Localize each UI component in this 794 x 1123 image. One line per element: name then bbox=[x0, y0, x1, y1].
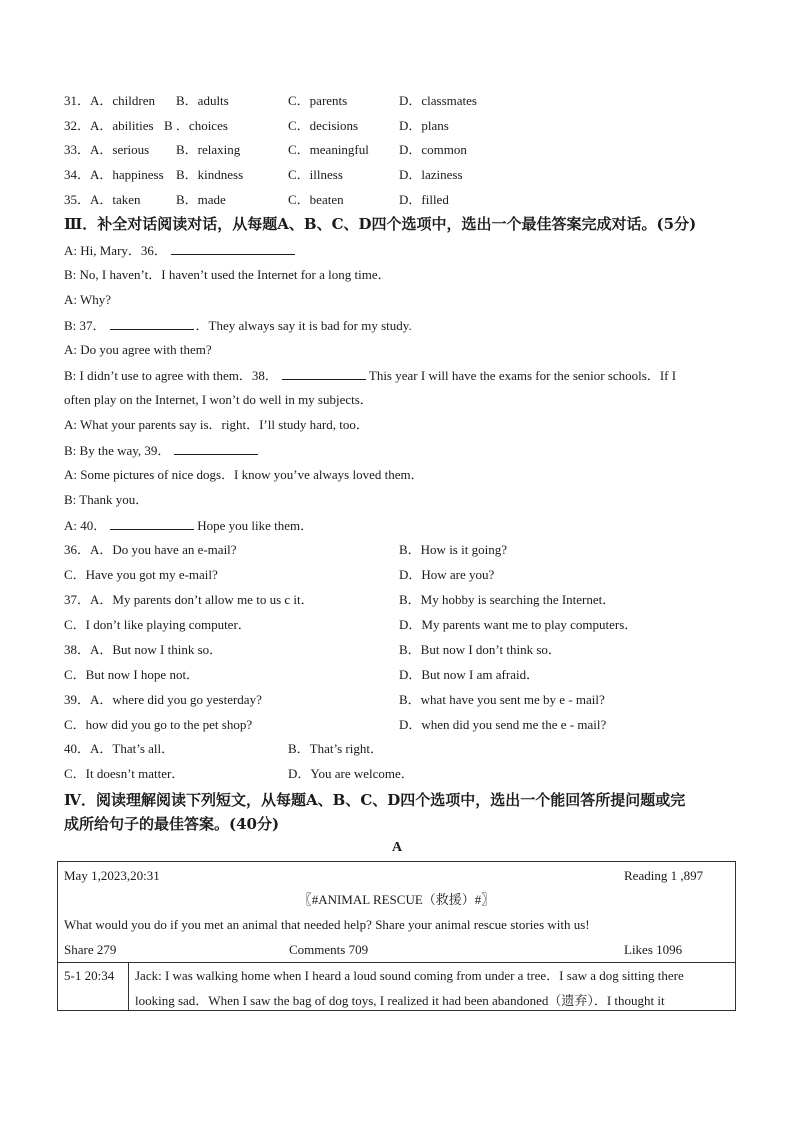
option-c: C．parents bbox=[288, 93, 348, 108]
post-prompt: What would you do if you met an animal that needed help? Share your animal rescue stories with us! bbox=[64, 917, 590, 932]
answer-blank[interactable] bbox=[110, 516, 194, 530]
section-4-heading-cont: 成所给句子的最佳答案。(40分) bbox=[64, 815, 280, 833]
option-a: A．happiness bbox=[90, 167, 164, 182]
option-c: C．illness bbox=[288, 167, 343, 182]
option-b: B．made bbox=[176, 192, 226, 207]
option-d: D．filled bbox=[399, 192, 449, 207]
dialogue-line: B: Thank you． bbox=[64, 492, 149, 507]
dialogue-line: A: Do you agree with them? bbox=[64, 342, 212, 357]
dialogue-text: B: By the way, 39． bbox=[64, 443, 171, 458]
reply-text: Jack: I was walking home when I heard a loud sound coming from under a tree．I saw a dog sitting there bbox=[135, 968, 684, 983]
dialogue-line bbox=[64, 441, 258, 460]
option-left: 37．A．My parents don’t allow me to us c it． bbox=[64, 592, 314, 607]
post-reading-count: Reading 1 ,897 bbox=[624, 868, 704, 883]
dialogue-text: B: 37． bbox=[64, 318, 106, 333]
option-right: D．You are welcome． bbox=[288, 766, 414, 781]
option-c: C．meaningful bbox=[288, 142, 369, 157]
dialogue-line: A: What your parents say is．right．I’ll study hard, too． bbox=[64, 417, 369, 432]
option-right: B．That’s right． bbox=[288, 741, 383, 756]
option-a: A．abilities bbox=[90, 118, 154, 133]
option-b: B．adults bbox=[176, 93, 229, 108]
post-comments[interactable]: Comments 709 bbox=[289, 942, 369, 957]
dialogue-text: A: Hi, Mary．36． bbox=[64, 243, 167, 258]
question-number: 34． bbox=[64, 167, 91, 182]
question-number: 33． bbox=[64, 142, 91, 157]
option-right: B．My hobby is searching the Internet． bbox=[399, 592, 616, 607]
option-left: 38．A．But now I think so． bbox=[64, 642, 223, 657]
dialogue-line bbox=[64, 316, 412, 335]
passage-label: A bbox=[391, 840, 403, 855]
option-right: B．But now I don’t think so． bbox=[399, 642, 561, 657]
option-left: C．Have you got my e-mail? bbox=[64, 567, 218, 582]
dialogue-line bbox=[64, 366, 676, 385]
answer-blank[interactable] bbox=[110, 316, 194, 330]
dialogue-line bbox=[64, 241, 295, 260]
dialogue-line bbox=[64, 516, 313, 535]
post-date: May 1,2023,20:31 bbox=[64, 868, 160, 883]
option-right: D．when did you send me the e - mail? bbox=[399, 717, 607, 732]
option-a: A．serious bbox=[90, 142, 150, 157]
option-right: D．But now I am afraid． bbox=[399, 667, 540, 682]
dialogue-line: B: No, I haven’t．I haven’t used the Internet for a long time． bbox=[64, 267, 391, 282]
option-c: C．decisions bbox=[288, 118, 359, 133]
reply-text: looking sad．When I saw the bag of dog toys, I realized it had been abandoned（遗弃）．I thought it bbox=[135, 993, 665, 1008]
option-left: C．It doesn’t matter． bbox=[64, 766, 185, 781]
question-number: 32． bbox=[64, 118, 91, 133]
section-3-heading: Ⅲ．补全对话阅读对话，从每题A、B、C、D四个选项中，选出一个最佳答案完成对话。(5分) bbox=[64, 215, 697, 233]
dialogue-text: This year I will have the exams for the senior schools．If I bbox=[368, 368, 677, 383]
divider bbox=[128, 962, 129, 1011]
option-b: B．relaxing bbox=[176, 142, 241, 157]
option-left: 40．A．That’s all． bbox=[64, 741, 175, 756]
answer-blank[interactable] bbox=[174, 441, 258, 455]
dialogue-line: A: Why? bbox=[64, 292, 112, 307]
post-likes[interactable]: Likes 1096 bbox=[624, 942, 683, 957]
answer-blank[interactable] bbox=[282, 366, 366, 380]
option-left: 39．A．where did you go yesterday? bbox=[64, 692, 262, 707]
option-left: C．how did you go to the pet shop? bbox=[64, 717, 253, 732]
post-share[interactable]: Share 279 bbox=[64, 942, 117, 957]
dialogue-line: often play on the Internet, I won’t do well in my subjects． bbox=[64, 392, 373, 407]
option-left: C．But now I hope not． bbox=[64, 667, 200, 682]
dialogue-line: A: Some pictures of nice dogs．I know you’ve always loved them． bbox=[64, 467, 424, 482]
option-d: D．laziness bbox=[399, 167, 463, 182]
option-a: A．taken bbox=[90, 192, 141, 207]
answer-blank[interactable] bbox=[171, 241, 295, 255]
option-right: D．How are you? bbox=[399, 567, 495, 582]
reply-time: 5-1 20:34 bbox=[64, 968, 115, 983]
option-left: C．I don’t like playing computer． bbox=[64, 617, 251, 632]
option-right: B．How is it going? bbox=[399, 542, 507, 557]
section-4-heading: Ⅳ．阅读理解阅读下列短文，从每题A、B、C、D四个选项中，选出一个能回答所提问题或完 bbox=[64, 791, 686, 809]
dialogue-text: ．They always say it is bad for my study. bbox=[195, 318, 412, 333]
option-d: D．plans bbox=[399, 118, 449, 133]
post-card bbox=[57, 861, 736, 1011]
option-d: D．classmates bbox=[399, 93, 477, 108]
option-b: B ．choices bbox=[164, 118, 228, 133]
question-number: 31． bbox=[64, 93, 91, 108]
post-tag: 〖#ANIMAL RESCUE（救援）#〗 bbox=[298, 892, 495, 907]
option-left: 36．A．Do you have an e-mail? bbox=[64, 542, 237, 557]
dialogue-text: A: 40． bbox=[64, 518, 107, 533]
divider bbox=[58, 962, 735, 963]
dialogue-text: B: I didn’t use to agree with them．38． bbox=[64, 368, 278, 383]
dialogue-text: Hope you like them． bbox=[197, 518, 314, 533]
question-number: 35． bbox=[64, 192, 91, 207]
option-b: B．kindness bbox=[176, 167, 244, 182]
option-c: C．beaten bbox=[288, 192, 344, 207]
option-right: B．what have you sent me by e - mail? bbox=[399, 692, 605, 707]
option-d: D．common bbox=[399, 142, 467, 157]
option-right: D．My parents want me to play computers． bbox=[399, 617, 638, 632]
option-a: A．children bbox=[90, 93, 155, 108]
